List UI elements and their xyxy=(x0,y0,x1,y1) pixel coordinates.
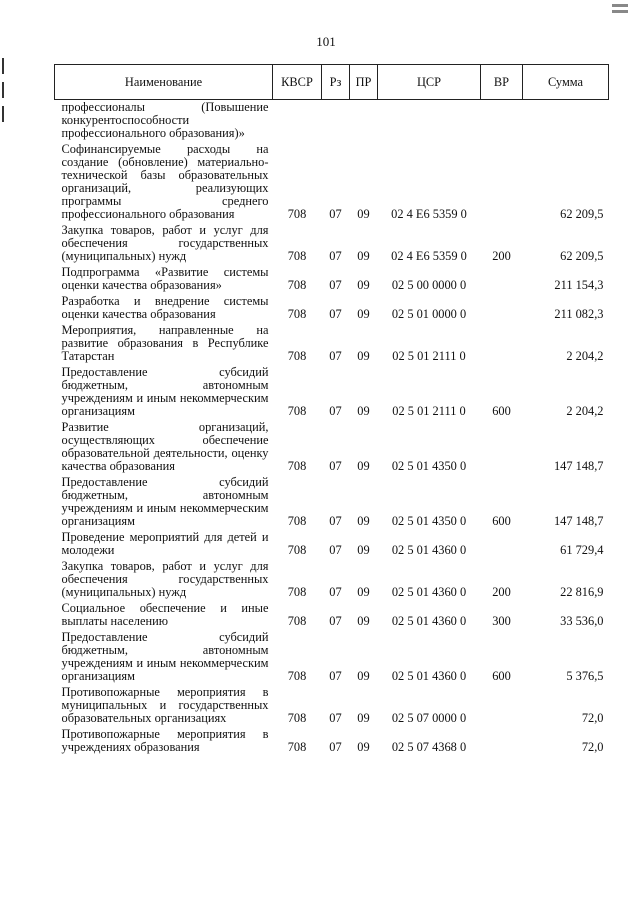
cell-vr xyxy=(481,727,523,756)
cell-csr: 02 5 01 4360 0 xyxy=(391,543,467,557)
cell-kvsr: 708 xyxy=(287,249,307,263)
budget-table xyxy=(54,64,609,756)
cell-name: Закупка товаров, работ и услуг для обеспечения государственных (муниципальных) нужд xyxy=(61,223,269,263)
cell-csr: 02 4 Е6 5359 0 xyxy=(391,249,467,263)
cell-vr xyxy=(481,420,523,475)
cell-pr: 09 xyxy=(357,278,370,292)
table-row xyxy=(55,420,609,475)
cell-name: Разработка и внедрение системы оценки качества образования xyxy=(61,294,269,321)
cell-name: Предоставление субсидий бюджетным, автономным учреждениям и иным некоммерческим организациям xyxy=(61,630,269,683)
page-number: 101 xyxy=(316,34,336,49)
header-sum: Сумма xyxy=(523,65,609,100)
cell-pr: 09 xyxy=(357,585,370,599)
cell-rz: 07 xyxy=(329,349,342,363)
table-row xyxy=(55,323,609,365)
table-row xyxy=(55,100,609,143)
cell-name: Проведение мероприятий для детей и молодежи xyxy=(61,530,269,557)
cell-vr xyxy=(481,100,523,143)
cell-pr: 09 xyxy=(357,740,370,754)
cell-kvsr: 708 xyxy=(287,459,307,473)
cell-csr xyxy=(378,100,481,143)
table-header xyxy=(55,65,609,100)
header-csr: ЦСР xyxy=(378,65,481,100)
cell-rz: 07 xyxy=(329,585,342,599)
cell-rz: 07 xyxy=(329,614,342,628)
cell-pr: 09 xyxy=(357,404,370,418)
cell-rz: 07 xyxy=(329,278,342,292)
table-row xyxy=(55,559,609,601)
table-row xyxy=(55,601,609,630)
cell-pr: 09 xyxy=(357,614,370,628)
cell-kvsr: 708 xyxy=(287,404,307,418)
header-name: Наименование xyxy=(55,65,273,100)
cell-sum: 2 204,2 xyxy=(566,349,604,363)
cell-vr: 300 xyxy=(492,614,511,628)
cell-pr: 09 xyxy=(357,349,370,363)
cell-kvsr: 708 xyxy=(287,711,307,725)
cell-rz: 07 xyxy=(329,543,342,557)
table-row xyxy=(55,475,609,530)
cell-vr xyxy=(481,323,523,365)
cell-vr: 600 xyxy=(492,669,511,683)
table-row xyxy=(55,223,609,265)
table-row xyxy=(55,727,609,756)
cell-sum: 72,0 xyxy=(581,711,604,725)
cell-csr: 02 5 01 2111 0 xyxy=(392,404,466,418)
cell-name: Подпрограмма «Развитие системы оценки качества образования» xyxy=(61,265,269,292)
cell-vr: 200 xyxy=(492,249,511,263)
cell-rz: 07 xyxy=(329,669,342,683)
cell-vr xyxy=(481,265,523,294)
cell-sum: 5 376,5 xyxy=(566,669,604,683)
table-body xyxy=(55,100,609,757)
cell-csr: 02 5 01 4360 0 xyxy=(391,585,467,599)
cell-rz: 07 xyxy=(329,249,342,263)
header-kvsr: КВСР xyxy=(273,65,322,100)
cell-pr: 09 xyxy=(357,459,370,473)
cell-rz: 07 xyxy=(329,404,342,418)
cell-pr: 09 xyxy=(357,249,370,263)
cell-rz: 07 xyxy=(329,307,342,321)
cell-rz: 07 xyxy=(329,514,342,528)
cell-name: профессионалы (Повышение конкурентоспособности профессионального образования)» xyxy=(61,100,269,140)
cell-vr xyxy=(481,294,523,323)
cell-vr xyxy=(481,685,523,727)
cell-pr: 09 xyxy=(357,543,370,557)
table-row xyxy=(55,365,609,420)
cell-csr: 02 5 01 4350 0 xyxy=(391,459,467,473)
cell-rz: 07 xyxy=(329,207,342,221)
table-row xyxy=(55,530,609,559)
cell-sum: 33 536,0 xyxy=(560,614,604,628)
cell-sum: 61 729,4 xyxy=(560,543,604,557)
cell-name: Противопожарные мероприятия в муниципальных и государственных образовательных организациях xyxy=(61,685,269,725)
cell-sum: 2 204,2 xyxy=(566,404,604,418)
cell-kvsr: 708 xyxy=(287,514,307,528)
cell-pr: 09 xyxy=(357,207,370,221)
cell-kvsr: 708 xyxy=(287,585,307,599)
cell-sum: 211 154,3 xyxy=(554,278,604,292)
cell-csr: 02 5 01 4350 0 xyxy=(391,514,467,528)
cell-csr: 02 5 00 0000 0 xyxy=(391,278,467,292)
cell-sum: 62 209,5 xyxy=(560,249,604,263)
cell-rz: 07 xyxy=(329,459,342,473)
cell-vr: 600 xyxy=(492,404,511,418)
cell-csr: 02 5 01 2111 0 xyxy=(392,349,466,363)
cell-kvsr: 708 xyxy=(287,669,307,683)
cell-rz xyxy=(322,100,350,143)
cell-sum: 72,0 xyxy=(581,740,604,754)
cell-name: Социальное обеспечение и иные выплаты населению xyxy=(61,601,269,628)
table-row xyxy=(55,142,609,223)
cell-kvsr: 708 xyxy=(287,307,307,321)
cell-kvsr: 708 xyxy=(287,207,307,221)
cell-vr: 600 xyxy=(492,514,511,528)
cell-sum: 147 148,7 xyxy=(553,514,604,528)
cell-sum xyxy=(523,100,609,143)
cell-rz: 07 xyxy=(329,740,342,754)
cell-name: Софинансируемые расходы на создание (обновление) материально-технической базы образовательных организаций, реализующих программы среднего профессионального образования xyxy=(61,142,269,221)
cell-kvsr: 708 xyxy=(287,278,307,292)
cell-pr: 09 xyxy=(357,669,370,683)
cell-sum: 211 082,3 xyxy=(554,307,604,321)
header-rz: Рз xyxy=(322,65,350,100)
cell-csr: 02 4 Е6 5359 0 xyxy=(391,207,467,221)
cell-kvsr xyxy=(273,100,322,143)
corner-marks xyxy=(612,4,630,16)
cell-name: Предоставление субсидий бюджетным, автономным учреждениям и иным некоммерческим организациям xyxy=(61,365,269,418)
cell-sum: 147 148,7 xyxy=(553,459,604,473)
cell-sum: 22 816,9 xyxy=(560,585,604,599)
cell-kvsr: 708 xyxy=(287,614,307,628)
cell-name: Предоставление субсидий бюджетным, автономным учреждениям и иным некоммерческим организациям xyxy=(61,475,269,528)
cell-name: Противопожарные мероприятия в учреждениях образования xyxy=(61,727,269,754)
cell-name: Мероприятия, направленные на развитие образования в Республике Татарстан xyxy=(61,323,269,363)
cell-vr: 200 xyxy=(492,585,511,599)
header-vr: ВР xyxy=(481,65,523,100)
cell-kvsr: 708 xyxy=(287,543,307,557)
header-pr: ПР xyxy=(350,65,378,100)
cell-kvsr: 708 xyxy=(287,349,307,363)
cell-pr xyxy=(350,100,378,143)
cell-rz: 07 xyxy=(329,711,342,725)
cell-sum: 62 209,5 xyxy=(560,207,604,221)
cell-kvsr: 708 xyxy=(287,740,307,754)
table-row xyxy=(55,265,609,294)
cell-vr xyxy=(481,142,523,223)
cell-csr: 02 5 07 0000 0 xyxy=(391,711,467,725)
table-row xyxy=(55,685,609,727)
cell-csr: 02 5 07 4368 0 xyxy=(391,740,467,754)
cell-vr xyxy=(481,530,523,559)
cell-pr: 09 xyxy=(357,514,370,528)
table-row xyxy=(55,630,609,685)
binder-marks xyxy=(2,58,5,138)
table-row xyxy=(55,294,609,323)
cell-pr: 09 xyxy=(357,307,370,321)
cell-csr: 02 5 01 4360 0 xyxy=(391,614,467,628)
cell-pr: 09 xyxy=(357,711,370,725)
cell-name: Закупка товаров, работ и услуг для обеспечения государственных (муниципальных) нужд xyxy=(61,559,269,599)
cell-csr: 02 5 01 4360 0 xyxy=(391,669,467,683)
cell-csr: 02 5 01 0000 0 xyxy=(391,307,467,321)
cell-name: Развитие организаций, осуществляющих обеспечение образовательной деятельности, оценку качества образования xyxy=(61,420,269,473)
